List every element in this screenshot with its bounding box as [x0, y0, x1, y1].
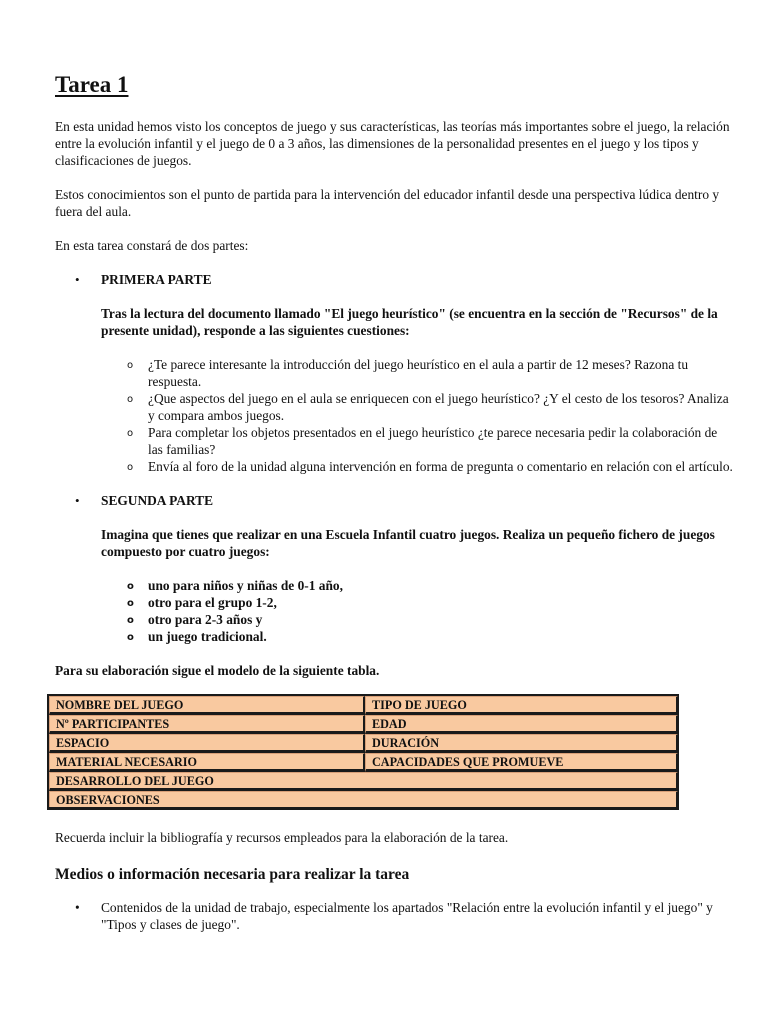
game-text: un juego tradicional. [148, 629, 267, 644]
circle-bullet-icon: o [127, 632, 134, 643]
bullet-icon: • [75, 900, 80, 915]
table-cell: MATERIAL NECESARIO [49, 753, 365, 772]
question-item [127, 390, 735, 424]
part-2-games [55, 577, 735, 645]
resource-item [55, 899, 735, 933]
part-1-questions [55, 356, 735, 475]
table-cell: OBSERVACIONES [49, 791, 678, 807]
table-row [49, 772, 678, 791]
circle-bullet-icon: o [127, 598, 134, 609]
page-title: Tarea 1 [55, 72, 129, 97]
game-item [127, 611, 735, 628]
table-row [49, 715, 678, 734]
table-cell: ESPACIO [49, 734, 365, 753]
circle-bullet-icon: o [127, 615, 134, 626]
table-cell: TIPO DE JUEGO [365, 696, 678, 715]
question-text: Para completar los objetos presentados en el juego heurístico ¿te parece necesaria pedir la colaboración de las familias? [148, 425, 718, 457]
intro-paragraph-3: En esta tarea constará de dos partes: [55, 238, 249, 253]
table-cell: DURACIÓN [365, 734, 678, 753]
resources-heading: Medios o información necesaria para realizar la tarea [55, 866, 410, 883]
bullet-icon: • [75, 272, 80, 287]
part-heading-2: SEGUNDA PARTE [101, 493, 214, 508]
table-row [49, 696, 678, 715]
table-cell: DESARROLLO DEL JUEGO [49, 772, 678, 791]
bullet-icon: • [75, 493, 80, 508]
table-row [49, 791, 678, 807]
circle-bullet-icon: o [127, 360, 134, 371]
parts-list [55, 271, 735, 645]
question-text: Envía al foro de la unidad alguna intervención en forma de pregunta o comentario en relación con el artículo. [148, 459, 733, 474]
resources-list [55, 899, 735, 933]
game-text: otro para 2-3 años y [148, 612, 263, 627]
circle-bullet-icon: o [127, 428, 134, 439]
question-text: ¿Que aspectos del juego en el aula se enriquecen con el juego heurístico? ¿Y el cesto de los tesoros? Analiza y compara ambos juegos. [148, 391, 729, 423]
game-item [127, 628, 735, 645]
game-model-table [47, 694, 679, 810]
table-cell: CAPACIDADES QUE PROMUEVE [365, 753, 678, 772]
table-lead-text: Para su elaboración sigue el modelo de la siguiente tabla. [55, 663, 380, 678]
resource-text: Contenidos de la unidad de trabajo, especialmente los apartados "Relación entre la evolución infantil y el juego" y "Tipos y clases de juego". [101, 900, 713, 932]
part-item-1 [55, 271, 735, 475]
table-row [49, 734, 678, 753]
circle-bullet-icon: o [127, 462, 134, 473]
intro-paragraph-1: En esta unidad hemos visto los conceptos de juego y sus características, las teorías más importantes sobre el juego, la relación entre la evolución infantil y el juego de 0 a 3 años, las dimensiones de la personalidad presentes en el juego y los tipos y clasificaciones de juegos. [55, 119, 730, 168]
table-row [49, 753, 678, 772]
game-item [127, 577, 735, 594]
table-cell: NOMBRE DEL JUEGO [49, 696, 365, 715]
question-text: ¿Te parece interesante la introducción del juego heurístico en el aula a partir de 12 meses? Razona tu respuesta. [148, 357, 689, 389]
question-item [127, 458, 735, 475]
question-item [127, 356, 735, 390]
table-cell: EDAD [365, 715, 678, 734]
intro-paragraph-2: Estos conocimientos son el punto de partida para la intervención del educador infantil desde una perspectiva lúdica dentro y fuera del aula. [55, 187, 720, 219]
question-item [127, 424, 735, 458]
part-heading-1: PRIMERA PARTE [101, 272, 212, 287]
document-page [55, 70, 735, 933]
part-item-2 [55, 492, 735, 645]
part-intro-1: Tras la lectura del documento llamado "El juego heurístico" (se encuentra en la sección de "Recursos" de la presente unidad), responde a las siguientes cuestiones: [101, 306, 718, 338]
circle-bullet-icon: o [127, 581, 134, 592]
reminder-text: Recuerda incluir la bibliografía y recursos empleados para la elaboración de la tarea. [55, 830, 509, 845]
table-cell: Nº PARTICIPANTES [49, 715, 365, 734]
game-item [127, 594, 735, 611]
circle-bullet-icon: o [127, 394, 134, 405]
game-text: uno para niños y niñas de 0-1 año, [148, 578, 343, 593]
part-intro-2: Imagina que tienes que realizar en una Escuela Infantil cuatro juegos. Realiza un pequeño fichero de juegos compuesto por cuatro juegos: [101, 527, 715, 559]
game-text: otro para el grupo 1-2, [148, 595, 277, 610]
